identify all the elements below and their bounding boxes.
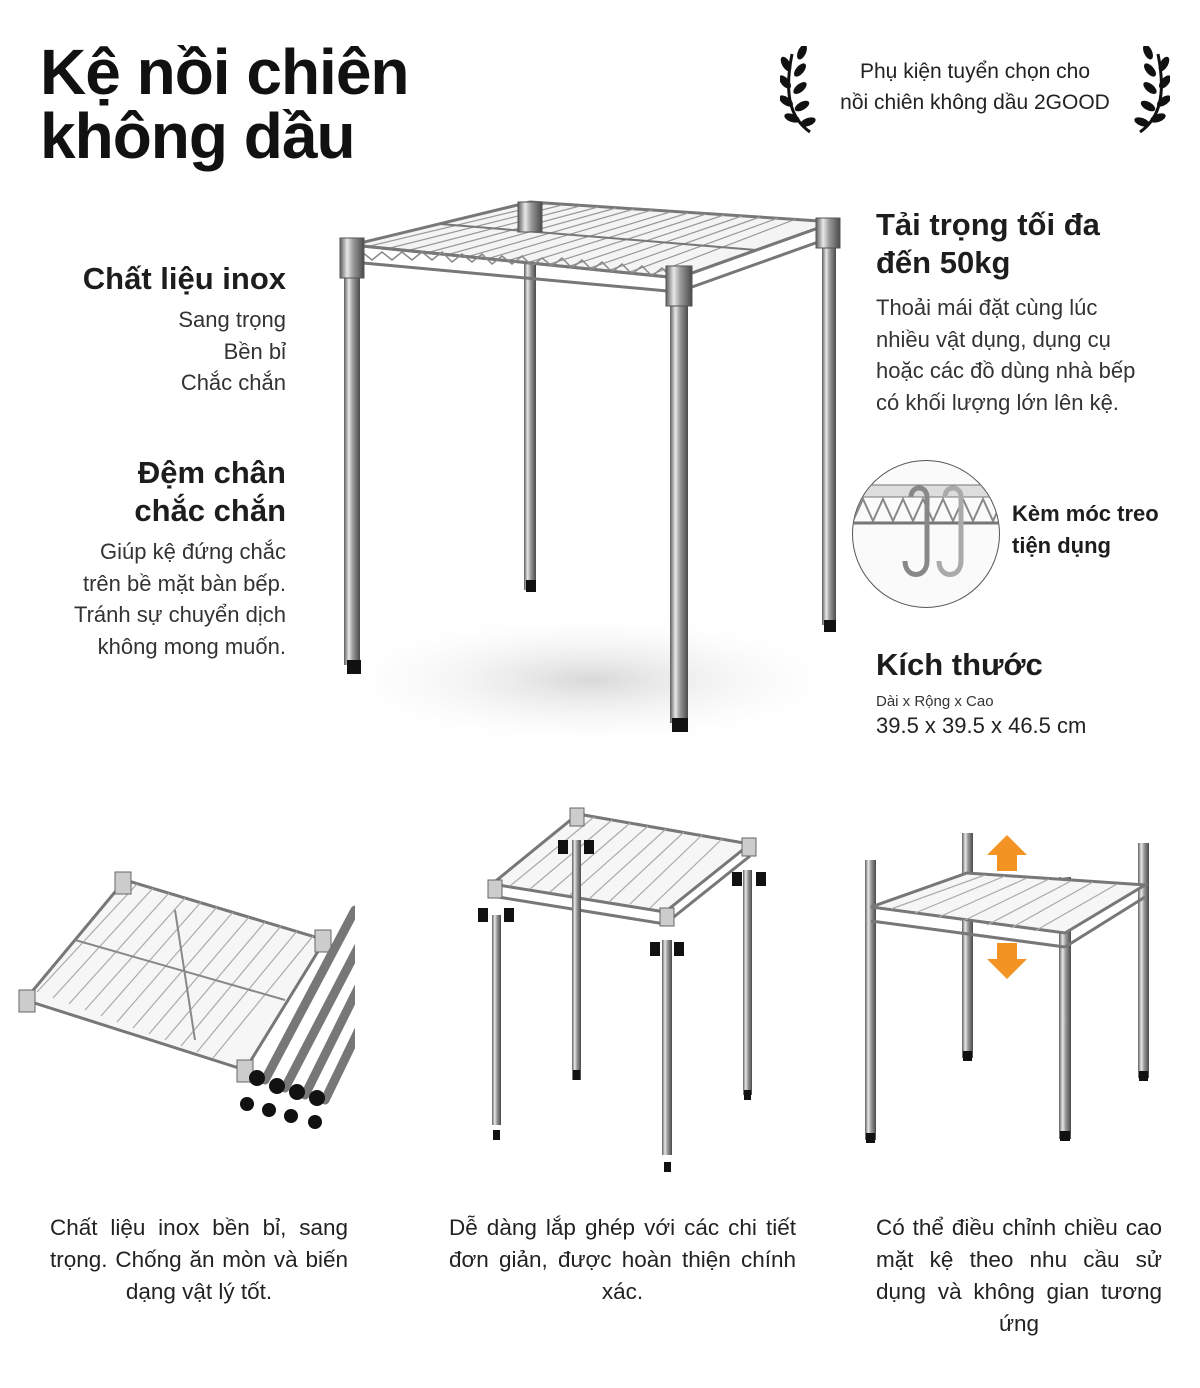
hook-closeup bbox=[852, 460, 1000, 608]
feature-load-title-line: Tải trọng tối đa bbox=[876, 207, 1100, 242]
feature-load-line: có khối lượng lớn lên kệ. bbox=[876, 389, 1119, 415]
badge-text bbox=[810, 56, 1140, 118]
badge-line-2: nồi chiên không dầu 2GOOD bbox=[840, 91, 1110, 114]
feature-size-title: Kích thước bbox=[876, 647, 1043, 682]
feature-feet-title-line: Đệm chân bbox=[137, 455, 286, 490]
feature-feet-line: Giúp kệ đứng chắc bbox=[100, 539, 286, 564]
feature-size-subtitle: Dài x Rộng x Cao bbox=[876, 693, 994, 710]
feature-material-line: Bền bỉ bbox=[223, 338, 286, 364]
feature-feet-title bbox=[74, 454, 286, 530]
feature-feet bbox=[74, 454, 286, 662]
feature-size-value: 39.5 x 39.5 x 46.5 cm bbox=[876, 713, 1087, 738]
feature-load bbox=[876, 206, 1135, 418]
feature-feet-line: không mong muốn. bbox=[97, 633, 286, 659]
feature-material-line: Sang trọng bbox=[178, 307, 286, 332]
hook-label bbox=[1012, 498, 1159, 562]
parts-image bbox=[15, 860, 355, 1130]
feature-load-title bbox=[876, 206, 1135, 282]
feature-load-title-line: đến 50kg bbox=[876, 245, 1011, 280]
caption-assembly: Dễ dàng lắp ghép với các chi tiết đơn giản, được hoàn thiện chính xác. bbox=[449, 1215, 796, 1304]
feature-load-line: hoặc các đồ dùng nhà bếp bbox=[876, 358, 1136, 383]
caption-parts: Chất liệu inox bền bỉ, sang trọng. Chống ăn mòn và biến dạng vật lý tốt. bbox=[50, 1215, 348, 1304]
hook-label-line: Kèm móc treo bbox=[1012, 501, 1159, 526]
title-line-2: không dầu bbox=[40, 100, 355, 172]
adjustable-image bbox=[855, 825, 1165, 1145]
hook-label-line: tiện dụng bbox=[1012, 533, 1111, 558]
curated-badge bbox=[780, 46, 1170, 136]
feature-material-title: Chất liệu inox bbox=[82, 261, 286, 296]
assembly-image bbox=[470, 800, 780, 1180]
badge-line-1: Phụ kiện tuyển chọn cho bbox=[860, 60, 1090, 83]
feature-feet-line: trên bề mặt bàn bếp. bbox=[82, 570, 286, 596]
laurel-wreath-icon bbox=[1130, 46, 1170, 136]
feature-material bbox=[83, 260, 286, 399]
hook-icon bbox=[853, 461, 1000, 608]
feature-feet-title-line: chắc chắn bbox=[134, 493, 286, 528]
feature-material-body bbox=[83, 304, 286, 399]
feature-size bbox=[876, 646, 1086, 740]
feature-feet-line: Tránh sự chuyển dịch bbox=[73, 602, 286, 627]
title-line-1: Kệ nồi chiên bbox=[40, 36, 409, 108]
feature-load-line: nhiều vật dụng, dụng cụ bbox=[876, 326, 1111, 352]
main-shelf-image bbox=[300, 180, 870, 760]
arrow-up-icon bbox=[987, 835, 1027, 871]
feature-load-body bbox=[876, 292, 1135, 418]
page-title bbox=[40, 36, 560, 172]
feature-material-line: Chắc chắn bbox=[180, 370, 286, 395]
caption-adjust: Có thể điều chỉnh chiều cao mặt kệ theo nhu cầu sử dụng và không gian tương ứng bbox=[876, 1215, 1162, 1336]
arrow-down-icon bbox=[987, 943, 1027, 979]
feature-load-line: Thoải mái đặt cùng lúc bbox=[876, 295, 1098, 320]
feature-feet-body bbox=[74, 536, 286, 662]
